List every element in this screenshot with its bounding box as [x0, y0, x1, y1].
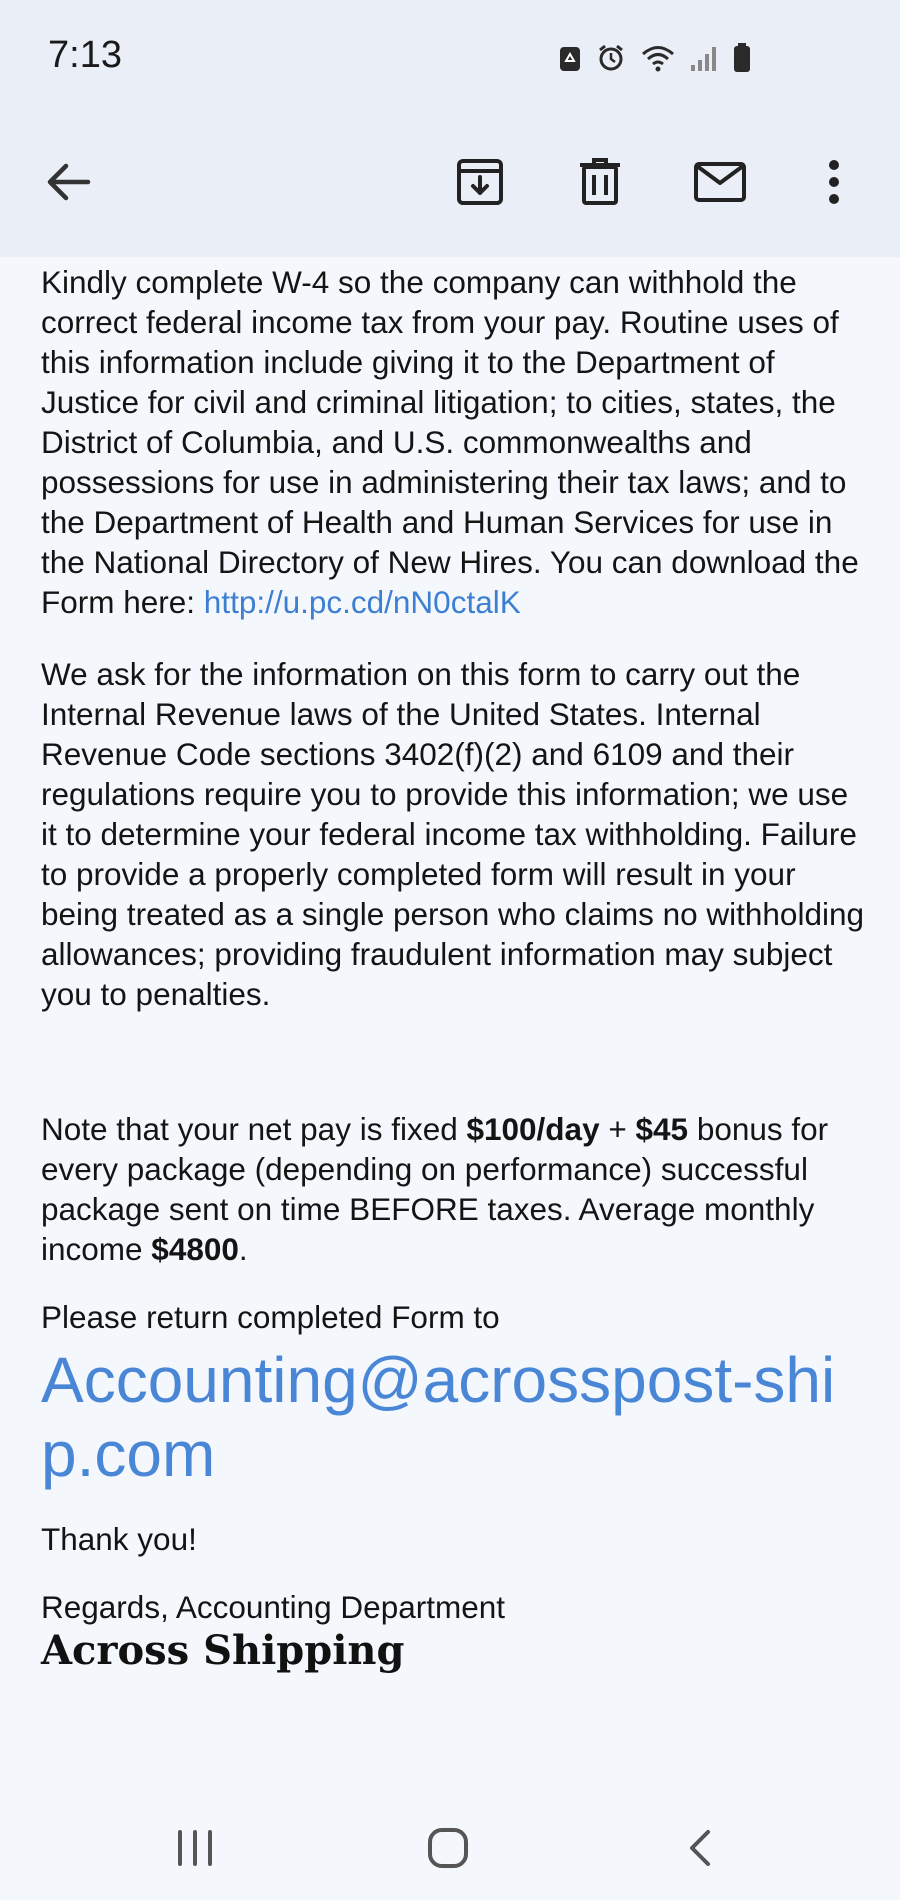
pay-note-text: .	[238, 1231, 248, 1267]
recents-button[interactable]	[155, 1820, 235, 1880]
more-options-button[interactable]	[800, 150, 868, 218]
archive-button[interactable]	[446, 150, 514, 218]
status-time: 7:13	[48, 34, 122, 76]
regards-text: Regards, Accounting Department	[41, 1589, 506, 1625]
wifi-icon	[640, 43, 676, 78]
delete-icon	[578, 157, 622, 212]
home-button[interactable]	[408, 1820, 488, 1880]
thanks-text: Thank you!	[41, 1521, 197, 1557]
battery-icon	[732, 42, 752, 79]
recents-icon	[175, 1829, 215, 1872]
pay-note-text: Note that your net pay is fixed	[41, 1111, 467, 1147]
bonus-amount: $45	[635, 1111, 689, 1147]
return-email-link[interactable]: Accounting@acrosspost-ship.com	[41, 1344, 836, 1490]
company-signature: Across Shipping	[41, 1627, 405, 1674]
return-instruction: Please return completed Form to	[41, 1299, 500, 1335]
pay-note-paragraph	[41, 1109, 871, 1269]
email-toolbar	[0, 112, 900, 257]
form-download-link[interactable]: http://u.pc.cd/nN0ctalK	[203, 584, 521, 620]
email-body	[41, 262, 871, 1675]
home-icon	[426, 1826, 470, 1875]
pay-note-text: bonus for every package (depending on performance) successful package sent on time BEFORE taxes. Average monthly income	[41, 1111, 829, 1267]
pay-note-text: +	[599, 1111, 636, 1147]
recycle-icon	[558, 43, 582, 78]
system-nav-bar	[0, 1800, 900, 1900]
mark-unread-button[interactable]	[686, 150, 754, 218]
back-arrow-button[interactable]	[34, 150, 102, 218]
back-icon	[686, 1828, 714, 1873]
status-icons	[558, 42, 752, 78]
body-text: Kindly complete W-4 so the company can withhold the correct federal income tax from your pay. Routine uses of this information include giving it to the Department of Justice for civil and criminal litigation; to cities, states, the District of Columbia, and U.S. commonwealths and possessions for use in administering their tax laws; and to the Department of Health and Human Services for use in the National Directory of New Hires. You can download the Form here:	[41, 264, 859, 620]
arrow-left-icon	[44, 160, 92, 209]
body-paragraph: We ask for the information on this form to carry out the Internal Revenue laws of the United States. Internal Revenue Code sections 3402(f)(2) and 6109 and their regulations require you to provide this information; we use it to determine your federal income tax withholding. Failure to provide a properly completed form will result in your being treated as a single person who claims no withholding allowances; providing fraudulent information may subject you to penalties.	[41, 656, 864, 1012]
archive-icon	[455, 157, 505, 212]
nav-back-button[interactable]	[660, 1820, 740, 1880]
daily-pay: $100/day	[466, 1111, 600, 1147]
status-bar	[0, 0, 900, 112]
alarm-icon	[596, 43, 626, 78]
monthly-income: $4800	[151, 1231, 239, 1267]
signal-icon	[690, 43, 718, 78]
delete-button[interactable]	[566, 150, 634, 218]
body-paragraph	[41, 262, 871, 622]
mail-icon	[693, 161, 747, 208]
more-vert-icon	[827, 159, 841, 210]
